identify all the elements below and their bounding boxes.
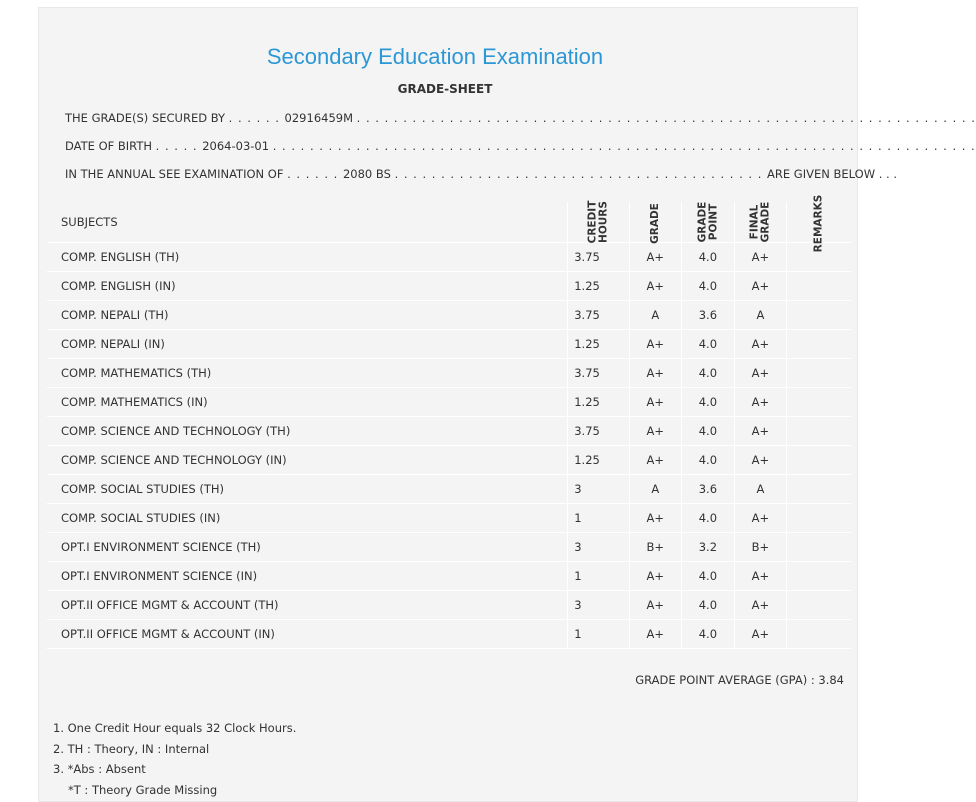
header-remarks-label: REMARKS — [812, 194, 825, 253]
header-grade-label: GRADE — [648, 203, 661, 244]
info-exam: IN THE ANNUAL SEE EXAMINATION OF . . . . . . 2080 BS . . . . . . . . . . . . . . . . . . . . . . . . . . . . . . . . . . . . . . . . ARE GIVEN BELOW . . . — [65, 167, 897, 181]
cell-final-grade: A+ — [734, 272, 787, 301]
cell-subject: COMP. NEPALI (TH) — [47, 301, 568, 330]
cell-grade-point: 4.0 — [682, 562, 735, 591]
header-final-line2: GRADE — [759, 201, 772, 243]
cell-credit-hours: 1 — [568, 620, 629, 649]
cell-final-grade: A+ — [734, 446, 787, 475]
cell-grade-point: 3.6 — [682, 475, 735, 504]
cell-remarks — [787, 446, 851, 475]
cell-remarks — [787, 272, 851, 301]
cell-grade: A+ — [629, 417, 682, 446]
table-row — [47, 388, 851, 417]
cell-grade-point: 4.0 — [682, 330, 735, 359]
cell-final-grade: A+ — [734, 504, 787, 533]
cell-grade-point: 4.0 — [682, 504, 735, 533]
note-item: 3. *Abs : Absent — [53, 762, 146, 776]
secured-by-label: THE GRADE(S) SECURED BY — [65, 111, 226, 125]
cell-final-grade: A+ — [734, 620, 787, 649]
cell-credit-hours: 1.25 — [568, 388, 629, 417]
cell-credit-hours: 3.75 — [568, 359, 629, 388]
note-item: 2. TH : Theory, IN : Internal — [53, 741, 210, 756]
cell-subject: COMP. SOCIAL STUDIES (TH) — [47, 475, 568, 504]
cell-grade-point: 4.0 — [682, 243, 735, 272]
cell-credit-hours: 3 — [568, 591, 629, 620]
dob-value: 2064-03-01 — [202, 139, 270, 153]
note-item: *T : Theory Grade Missing — [68, 782, 218, 797]
table-row — [47, 359, 851, 388]
note-item: 1. One Credit Hour equals 32 Clock Hours. — [53, 721, 297, 735]
header-final-grade — [734, 202, 787, 243]
header-grade-point — [682, 202, 735, 243]
cell-remarks — [787, 533, 851, 562]
cell-grade: A+ — [629, 504, 682, 533]
cell-final-grade: A+ — [734, 243, 787, 272]
info-date-of-birth: DATE OF BIRTH . . . . . 2064-03-01 . . . . . . . . . . . . . . . . . . . . . . . . . . . . . . . . . . . . . . . . . . . . . . . . . . . . . . . . . . . . . . . . . . . . . . . . . . . . — [65, 139, 976, 153]
cell-credit-hours: 3.75 — [568, 301, 629, 330]
page-subtitle: GRADE-SHEET — [397, 82, 493, 96]
cell-credit-hours: 3 — [568, 475, 629, 504]
table-row — [47, 417, 851, 446]
cell-remarks — [787, 388, 851, 417]
cell-final-grade: A — [734, 475, 787, 504]
cell-credit-hours: 3.75 — [568, 417, 629, 446]
cell-remarks — [787, 330, 851, 359]
cell-subject: COMP. ENGLISH (IN) — [47, 272, 568, 301]
cell-remarks — [787, 591, 851, 620]
cell-grade: A — [629, 475, 682, 504]
header-point-line2: POINT — [706, 203, 719, 241]
cell-grade-point: 4.0 — [682, 388, 735, 417]
notes-list — [53, 718, 296, 800]
cell-final-grade: A+ — [734, 591, 787, 620]
table-row — [47, 533, 851, 562]
cell-subject: COMP. NEPALI (IN) — [47, 330, 568, 359]
cell-grade-point: 4.0 — [682, 591, 735, 620]
cell-final-grade: A+ — [734, 417, 787, 446]
cell-credit-hours: 1.25 — [568, 446, 629, 475]
cell-grade: B+ — [629, 533, 682, 562]
cell-subject: COMP. MATHEMATICS (TH) — [47, 359, 568, 388]
exam-label: IN THE ANNUAL SEE EXAMINATION OF — [65, 167, 284, 181]
table-row — [47, 504, 851, 533]
cell-subject: COMP. SOCIAL STUDIES (IN) — [47, 504, 568, 533]
cell-remarks — [787, 417, 851, 446]
cell-final-grade: A+ — [734, 330, 787, 359]
table-row — [47, 591, 851, 620]
page-title: Secondary Education Examination — [266, 44, 604, 69]
cell-subject: OPT.I ENVIRONMENT SCIENCE (TH) — [47, 533, 568, 562]
table-row — [47, 446, 851, 475]
dob-label: DATE OF BIRTH — [65, 139, 153, 153]
cell-credit-hours: 1 — [568, 562, 629, 591]
exam-value: 2080 BS — [342, 167, 391, 181]
table-row — [47, 620, 851, 649]
cell-subject: OPT.II OFFICE MGMT & ACCOUNT (IN) — [47, 620, 568, 649]
cell-grade-point: 3.2 — [682, 533, 735, 562]
cell-credit-hours: 3 — [568, 533, 629, 562]
cell-grade: A — [629, 301, 682, 330]
cell-subject: COMP. SCIENCE AND TECHNOLOGY (IN) — [47, 446, 568, 475]
cell-grade: A+ — [629, 591, 682, 620]
header-point-line1: GRADE — [695, 201, 708, 243]
header-final-grade-label — [749, 202, 771, 243]
header-credit-hours-label — [587, 201, 609, 244]
header-subjects — [47, 202, 568, 243]
cell-grade-point: 4.0 — [682, 359, 735, 388]
cell-remarks — [787, 359, 851, 388]
cell-grade: A+ — [629, 388, 682, 417]
cell-credit-hours: 1.25 — [568, 330, 629, 359]
cell-subject: OPT.I ENVIRONMENT SCIENCE (IN) — [47, 562, 568, 591]
cell-subject: COMP. ENGLISH (TH) — [47, 243, 568, 272]
table-header-row — [47, 202, 851, 243]
table-row — [47, 562, 851, 591]
header-grade-point-label — [697, 202, 719, 243]
header-credit-hours — [568, 202, 629, 243]
cell-subject: COMP. MATHEMATICS (IN) — [47, 388, 568, 417]
gpa-summary: GRADE POINT AVERAGE (GPA) : 3.84 — [635, 673, 844, 687]
table-row — [47, 272, 851, 301]
info-secured-by: THE GRADE(S) SECURED BY . . . . . . 02916459M . . . . . . . . . . . . . . . . . . . . . . . . . . . . . . . . . . . . . . . . . . . . . . . . . . . . . . . . . . . . . . . . . . . — [65, 111, 976, 125]
cell-final-grade: A+ — [734, 359, 787, 388]
cell-grade: A+ — [629, 620, 682, 649]
header-remarks — [787, 194, 851, 253]
cell-grade: A+ — [629, 562, 682, 591]
grades-table-body — [47, 243, 851, 649]
cell-grade: A+ — [629, 243, 682, 272]
cell-credit-hours: 3.75 — [568, 243, 629, 272]
cell-remarks — [787, 562, 851, 591]
header-grade — [629, 202, 682, 243]
cell-final-grade: B+ — [734, 533, 787, 562]
cell-subject: COMP. SCIENCE AND TECHNOLOGY (TH) — [47, 417, 568, 446]
cell-subject: OPT.II OFFICE MGMT & ACCOUNT (TH) — [47, 591, 568, 620]
cell-grade-point: 4.0 — [682, 417, 735, 446]
cell-grade-point: 3.6 — [682, 301, 735, 330]
cell-credit-hours: 1 — [568, 504, 629, 533]
cell-remarks — [787, 620, 851, 649]
table-row — [47, 330, 851, 359]
cell-grade-point: 4.0 — [682, 620, 735, 649]
cell-remarks — [787, 475, 851, 504]
table-row — [47, 475, 851, 504]
cell-grade: A+ — [629, 272, 682, 301]
cell-credit-hours: 1.25 — [568, 272, 629, 301]
cell-remarks — [787, 301, 851, 330]
cell-grade-point: 4.0 — [682, 446, 735, 475]
cell-final-grade: A+ — [734, 562, 787, 591]
header-credit-line2: HOURS — [597, 201, 610, 243]
cell-grade: A+ — [629, 446, 682, 475]
header-credit-line1: CREDIT — [586, 200, 599, 244]
grades-table — [47, 194, 851, 649]
table-row — [47, 301, 851, 330]
cell-remarks — [787, 504, 851, 533]
secured-by-value: 02916459M — [284, 111, 354, 125]
cell-final-grade: A+ — [734, 388, 787, 417]
cell-final-grade: A — [734, 301, 787, 330]
header-final-line1: FINAL — [748, 204, 761, 240]
cell-grade-point: 4.0 — [682, 272, 735, 301]
table-row — [47, 243, 851, 272]
cell-grade: A+ — [629, 359, 682, 388]
header-subjects-label: SUBJECTS — [61, 215, 118, 229]
exam-suffix: ARE GIVEN BELOW . . . — [767, 167, 897, 181]
cell-grade: A+ — [629, 330, 682, 359]
